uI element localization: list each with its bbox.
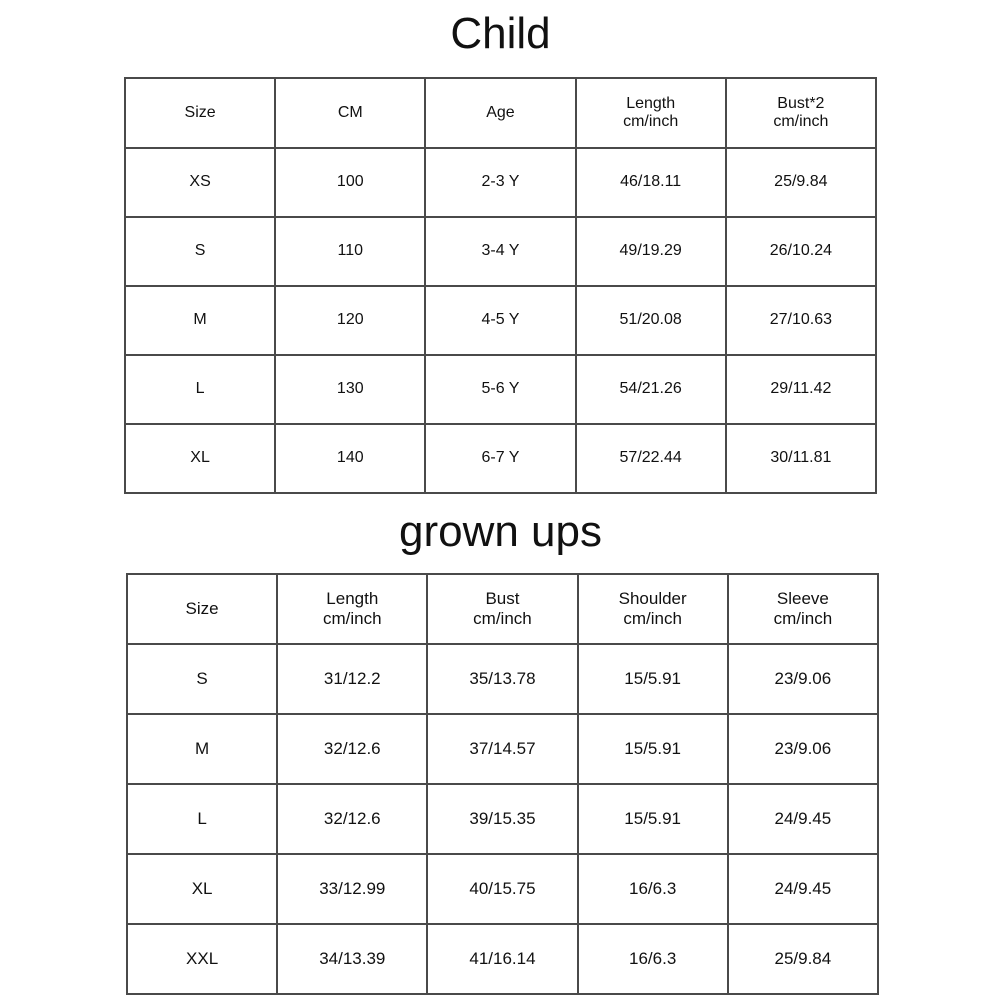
child-size-table <box>124 77 877 494</box>
table-cell: 23/9.06 <box>728 714 878 784</box>
table-row <box>127 784 878 854</box>
table-row <box>125 286 876 355</box>
table-cell: 25/9.84 <box>726 148 876 217</box>
table-row <box>127 854 878 924</box>
table-cell: 16/6.3 <box>578 854 728 924</box>
table-cell: M <box>125 286 275 355</box>
header-label-line: cm/inch <box>773 609 833 628</box>
grown-ups-column-header <box>728 574 878 644</box>
table-cell: XL <box>125 424 275 493</box>
header-label-line: cm/inch <box>473 609 532 628</box>
header-label-line: Size <box>184 103 216 121</box>
table-cell: XL <box>127 854 277 924</box>
table-row <box>125 217 876 286</box>
table-cell: 5-6 Y <box>425 355 575 424</box>
child-column-header <box>726 78 876 148</box>
header-label-line: Sleeve <box>776 589 829 609</box>
table-cell: 30/11.81 <box>726 424 876 493</box>
grown-ups-header-row <box>127 574 878 644</box>
table-cell: 54/21.26 <box>576 355 726 424</box>
header-label-line: cm/inch <box>623 113 679 130</box>
table-cell: 39/15.35 <box>427 784 577 854</box>
table-cell: 2-3 Y <box>425 148 575 217</box>
child-section-title: Child <box>450 9 551 58</box>
table-cell: 31/12.2 <box>277 644 427 714</box>
header-label-line: cm/inch <box>322 609 382 628</box>
table-cell: L <box>125 355 275 424</box>
table-row <box>125 355 876 424</box>
table-cell: 34/13.39 <box>277 924 427 994</box>
table-cell: 15/5.91 <box>578 714 728 784</box>
header-label-line: Size <box>185 599 219 619</box>
header-label-line: cm/inch <box>623 609 682 628</box>
table-cell: 4-5 Y <box>425 286 575 355</box>
table-cell: 110 <box>275 217 425 286</box>
child-column-header <box>275 78 425 148</box>
header-label-line: Bust*2 <box>777 94 825 112</box>
child-table-body <box>125 78 876 493</box>
table-cell: 3-4 Y <box>425 217 575 286</box>
table-cell: 46/18.11 <box>576 148 726 217</box>
table-cell: M <box>127 714 277 784</box>
table-cell: 130 <box>275 355 425 424</box>
table-row <box>127 924 878 994</box>
grown-ups-column-header <box>127 574 277 644</box>
table-cell: 16/6.3 <box>578 924 728 994</box>
table-cell: 49/19.29 <box>576 217 726 286</box>
table-row <box>127 714 878 784</box>
table-cell: 120 <box>275 286 425 355</box>
table-cell: 100 <box>275 148 425 217</box>
table-cell: 32/12.6 <box>277 784 427 854</box>
table-cell: 26/10.24 <box>726 217 876 286</box>
grown-ups-column-header <box>578 574 728 644</box>
table-cell: 35/13.78 <box>427 644 577 714</box>
table-cell: 24/9.45 <box>728 854 878 924</box>
table-cell: 6-7 Y <box>425 424 575 493</box>
header-label-line: Bust <box>485 589 520 609</box>
child-column-header <box>125 78 275 148</box>
table-cell: 51/20.08 <box>576 286 726 355</box>
table-cell: XXL <box>127 924 277 994</box>
grown-ups-size-table <box>126 573 879 995</box>
child-column-header <box>576 78 726 148</box>
header-label-line: CM <box>337 103 363 121</box>
child-column-header <box>425 78 575 148</box>
table-cell: 23/9.06 <box>728 644 878 714</box>
table-cell: 32/12.6 <box>277 714 427 784</box>
child-header-row <box>125 78 876 148</box>
table-cell: 140 <box>275 424 425 493</box>
table-cell: S <box>125 217 275 286</box>
table-cell: 57/22.44 <box>576 424 726 493</box>
table-row <box>125 148 876 217</box>
grown-ups-column-header <box>277 574 427 644</box>
table-cell: 41/16.14 <box>427 924 577 994</box>
table-cell: L <box>127 784 277 854</box>
table-cell: S <box>127 644 277 714</box>
table-row <box>127 644 878 714</box>
header-label-line: Length <box>326 589 379 609</box>
table-cell: XS <box>125 148 275 217</box>
table-row <box>125 424 876 493</box>
table-cell: 27/10.63 <box>726 286 876 355</box>
table-cell: 37/14.57 <box>427 714 577 784</box>
table-cell: 25/9.84 <box>728 924 878 994</box>
header-label-line: cm/inch <box>773 113 829 130</box>
table-cell: 29/11.42 <box>726 355 876 424</box>
table-cell: 15/5.91 <box>578 644 728 714</box>
header-label-line: Length <box>626 94 676 112</box>
grown-ups-column-header <box>427 574 577 644</box>
table-cell: 15/5.91 <box>578 784 728 854</box>
table-cell: 24/9.45 <box>728 784 878 854</box>
table-cell: 33/12.99 <box>277 854 427 924</box>
header-label-line: Shoulder <box>618 589 687 609</box>
grown-ups-section-title: grown ups <box>398 507 602 556</box>
grown-ups-table-body <box>127 574 878 994</box>
header-label-line: Age <box>486 103 515 121</box>
table-cell: 40/15.75 <box>427 854 577 924</box>
